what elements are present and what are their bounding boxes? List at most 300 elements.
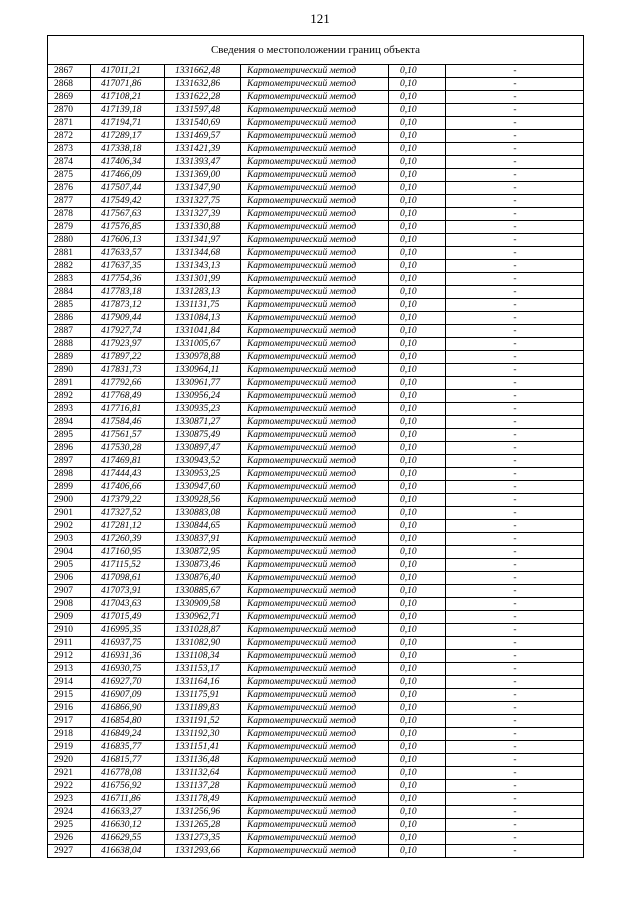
point-number-cell: 2901: [48, 507, 91, 520]
x-coordinate-cell: 417108,21: [91, 91, 165, 104]
x-coordinate-cell: 417637,35: [91, 260, 165, 273]
method-cell: Картометрический метод: [241, 715, 389, 728]
x-coordinate-cell: 417379,22: [91, 494, 165, 507]
method-cell: Картометрический метод: [241, 780, 389, 793]
point-number-cell: 2884: [48, 286, 91, 299]
method-cell: Картометрический метод: [241, 442, 389, 455]
method-cell: Картометрический метод: [241, 650, 389, 663]
y-coordinate-cell: 1331005,67: [165, 338, 241, 351]
x-coordinate-cell: 417873,12: [91, 299, 165, 312]
table-row: [48, 325, 584, 338]
accuracy-cell: 0,10: [389, 819, 446, 832]
x-coordinate-cell: 417768,49: [91, 390, 165, 403]
table-row: [48, 650, 584, 663]
method-cell: Картометрический метод: [241, 403, 389, 416]
x-coordinate-cell: 417716,81: [91, 403, 165, 416]
description-cell: -: [446, 195, 584, 208]
description-cell: -: [446, 208, 584, 221]
x-coordinate-cell: 416630,12: [91, 819, 165, 832]
accuracy-cell: 0,10: [389, 767, 446, 780]
point-number-cell: 2871: [48, 117, 91, 130]
y-coordinate-cell: 1331421,39: [165, 143, 241, 156]
accuracy-cell: 0,10: [389, 325, 446, 338]
description-cell: -: [446, 351, 584, 364]
accuracy-cell: 0,10: [389, 832, 446, 845]
table-row: [48, 273, 584, 286]
x-coordinate-cell: 417011,21: [91, 65, 165, 78]
method-cell: Картометрический метод: [241, 156, 389, 169]
table-row: [48, 611, 584, 624]
table-row: [48, 676, 584, 689]
point-number-cell: 2896: [48, 442, 91, 455]
x-coordinate-cell: 416756,92: [91, 780, 165, 793]
method-cell: Картометрический метод: [241, 273, 389, 286]
description-cell: -: [446, 78, 584, 91]
point-number-cell: 2895: [48, 429, 91, 442]
accuracy-cell: 0,10: [389, 299, 446, 312]
point-number-cell: 2893: [48, 403, 91, 416]
point-number-cell: 2919: [48, 741, 91, 754]
description-cell: -: [446, 650, 584, 663]
point-number-cell: 2875: [48, 169, 91, 182]
table-row: [48, 78, 584, 91]
table-row: [48, 741, 584, 754]
x-coordinate-cell: 417549,42: [91, 195, 165, 208]
table-row: [48, 728, 584, 741]
accuracy-cell: 0,10: [389, 338, 446, 351]
description-cell: -: [446, 663, 584, 676]
description-cell: -: [446, 741, 584, 754]
point-number-cell: 2925: [48, 819, 91, 832]
method-cell: Картометрический метод: [241, 78, 389, 91]
x-coordinate-cell: 416849,24: [91, 728, 165, 741]
description-cell: -: [446, 806, 584, 819]
x-coordinate-cell: 416711,86: [91, 793, 165, 806]
page-number: 121: [310, 11, 330, 26]
table-title: Сведения о местоположении границ объекта: [48, 36, 584, 65]
y-coordinate-cell: 1331347,90: [165, 182, 241, 195]
description-cell: -: [446, 767, 584, 780]
y-coordinate-cell: 1331084,13: [165, 312, 241, 325]
description-cell: -: [446, 780, 584, 793]
table-row: [48, 481, 584, 494]
y-coordinate-cell: 1331343,13: [165, 260, 241, 273]
accuracy-cell: 0,10: [389, 130, 446, 143]
point-number-cell: 2887: [48, 325, 91, 338]
description-cell: -: [446, 299, 584, 312]
point-number-cell: 2927: [48, 845, 91, 858]
accuracy-cell: 0,10: [389, 806, 446, 819]
method-cell: Картометрический метод: [241, 702, 389, 715]
table-row: [48, 338, 584, 351]
description-cell: -: [446, 429, 584, 442]
table-row: [48, 546, 584, 559]
method-cell: Картометрический метод: [241, 247, 389, 260]
method-cell: Картометрический метод: [241, 507, 389, 520]
accuracy-cell: 0,10: [389, 65, 446, 78]
accuracy-cell: 0,10: [389, 143, 446, 156]
method-cell: Картометрический метод: [241, 104, 389, 117]
y-coordinate-cell: 1330897,47: [165, 442, 241, 455]
x-coordinate-cell: 417327,52: [91, 507, 165, 520]
y-coordinate-cell: 1330875,49: [165, 429, 241, 442]
table-row: [48, 442, 584, 455]
table-row: [48, 533, 584, 546]
point-number-cell: 2873: [48, 143, 91, 156]
x-coordinate-cell: 417466,09: [91, 169, 165, 182]
method-cell: Картометрический метод: [241, 312, 389, 325]
x-coordinate-cell: 417792,66: [91, 377, 165, 390]
description-cell: -: [446, 559, 584, 572]
x-coordinate-cell: 417073,91: [91, 585, 165, 598]
x-coordinate-cell: 416638,04: [91, 845, 165, 858]
description-cell: -: [446, 442, 584, 455]
accuracy-cell: 0,10: [389, 585, 446, 598]
description-cell: -: [446, 533, 584, 546]
x-coordinate-cell: 416927,70: [91, 676, 165, 689]
description-cell: -: [446, 416, 584, 429]
x-coordinate-cell: 417406,66: [91, 481, 165, 494]
x-coordinate-cell: 417444,43: [91, 468, 165, 481]
accuracy-cell: 0,10: [389, 520, 446, 533]
point-number-cell: 2912: [48, 650, 91, 663]
accuracy-cell: 0,10: [389, 702, 446, 715]
description-cell: -: [446, 572, 584, 585]
accuracy-cell: 0,10: [389, 312, 446, 325]
method-cell: Картометрический метод: [241, 169, 389, 182]
y-coordinate-cell: 1331191,52: [165, 715, 241, 728]
description-cell: -: [446, 845, 584, 858]
table-row: [48, 260, 584, 273]
accuracy-cell: 0,10: [389, 572, 446, 585]
x-coordinate-cell: 416629,55: [91, 832, 165, 845]
description-cell: -: [446, 169, 584, 182]
point-number-cell: 2921: [48, 767, 91, 780]
x-coordinate-cell: 417561,57: [91, 429, 165, 442]
table-row: [48, 429, 584, 442]
table-row: [48, 598, 584, 611]
method-cell: Картометрический метод: [241, 832, 389, 845]
accuracy-cell: 0,10: [389, 156, 446, 169]
point-number-cell: 2904: [48, 546, 91, 559]
table-row: [48, 507, 584, 520]
table-row: [48, 624, 584, 637]
description-cell: -: [446, 481, 584, 494]
table-row: [48, 195, 584, 208]
description-cell: -: [446, 520, 584, 533]
x-coordinate-cell: 417098,61: [91, 572, 165, 585]
x-coordinate-cell: 416815,77: [91, 754, 165, 767]
method-cell: Картометрический метод: [241, 728, 389, 741]
table-row: [48, 169, 584, 182]
y-coordinate-cell: 1331108,34: [165, 650, 241, 663]
description-cell: -: [446, 364, 584, 377]
point-number-cell: 2880: [48, 234, 91, 247]
point-number-cell: 2914: [48, 676, 91, 689]
description-cell: -: [446, 91, 584, 104]
accuracy-cell: 0,10: [389, 429, 446, 442]
method-cell: Картометрический метод: [241, 455, 389, 468]
point-number-cell: 2911: [48, 637, 91, 650]
description-cell: -: [446, 65, 584, 78]
method-cell: Картометрический метод: [241, 390, 389, 403]
method-cell: Картометрический метод: [241, 767, 389, 780]
description-cell: -: [446, 390, 584, 403]
description-cell: -: [446, 494, 584, 507]
y-coordinate-cell: 1331369,00: [165, 169, 241, 182]
description-cell: -: [446, 312, 584, 325]
point-number-cell: 2894: [48, 416, 91, 429]
method-cell: Картометрический метод: [241, 143, 389, 156]
method-cell: Картометрический метод: [241, 845, 389, 858]
table-row: [48, 663, 584, 676]
x-coordinate-cell: 416835,77: [91, 741, 165, 754]
description-cell: -: [446, 715, 584, 728]
description-cell: -: [446, 676, 584, 689]
table-caption-row: [48, 36, 584, 65]
accuracy-cell: 0,10: [389, 169, 446, 182]
y-coordinate-cell: 1331393,47: [165, 156, 241, 169]
method-cell: Картометрический метод: [241, 117, 389, 130]
table-row: [48, 702, 584, 715]
description-cell: -: [446, 325, 584, 338]
table-row: [48, 182, 584, 195]
description-cell: -: [446, 754, 584, 767]
y-coordinate-cell: 1331164,16: [165, 676, 241, 689]
method-cell: Картометрический метод: [241, 676, 389, 689]
table-row: [48, 221, 584, 234]
point-number-cell: 2889: [48, 351, 91, 364]
x-coordinate-cell: 417071,86: [91, 78, 165, 91]
point-number-cell: 2867: [48, 65, 91, 78]
method-cell: Картометрический метод: [241, 299, 389, 312]
table-row: [48, 351, 584, 364]
x-coordinate-cell: 417289,17: [91, 130, 165, 143]
y-coordinate-cell: 1330844,65: [165, 520, 241, 533]
method-cell: Картометрический метод: [241, 663, 389, 676]
point-number-cell: 2870: [48, 104, 91, 117]
description-cell: -: [446, 104, 584, 117]
table-row: [48, 832, 584, 845]
table-row: [48, 91, 584, 104]
method-cell: Картометрический метод: [241, 559, 389, 572]
point-number-cell: 2905: [48, 559, 91, 572]
point-number-cell: 2879: [48, 221, 91, 234]
y-coordinate-cell: 1331540,69: [165, 117, 241, 130]
x-coordinate-cell: 417909,44: [91, 312, 165, 325]
y-coordinate-cell: 1330873,46: [165, 559, 241, 572]
point-number-cell: 2920: [48, 754, 91, 767]
table-row: [48, 455, 584, 468]
y-coordinate-cell: 1331293,66: [165, 845, 241, 858]
table-row: [48, 793, 584, 806]
description-cell: -: [446, 546, 584, 559]
y-coordinate-cell: 1330871,27: [165, 416, 241, 429]
point-number-cell: 2926: [48, 832, 91, 845]
x-coordinate-cell: 417160,95: [91, 546, 165, 559]
point-number-cell: 2903: [48, 533, 91, 546]
point-number-cell: 2906: [48, 572, 91, 585]
point-number-cell: 2886: [48, 312, 91, 325]
x-coordinate-cell: 417754,36: [91, 273, 165, 286]
point-number-cell: 2913: [48, 663, 91, 676]
description-cell: -: [446, 819, 584, 832]
table-row: [48, 286, 584, 299]
accuracy-cell: 0,10: [389, 533, 446, 546]
y-coordinate-cell: 1331632,86: [165, 78, 241, 91]
table-row: [48, 754, 584, 767]
table-row: [48, 819, 584, 832]
y-coordinate-cell: 1330956,24: [165, 390, 241, 403]
description-cell: -: [446, 832, 584, 845]
x-coordinate-cell: 417406,34: [91, 156, 165, 169]
table-row: [48, 234, 584, 247]
y-coordinate-cell: 1331327,39: [165, 208, 241, 221]
accuracy-cell: 0,10: [389, 676, 446, 689]
x-coordinate-cell: 417015,49: [91, 611, 165, 624]
point-number-cell: 2883: [48, 273, 91, 286]
point-number-cell: 2924: [48, 806, 91, 819]
y-coordinate-cell: 1331330,88: [165, 221, 241, 234]
boundary-coordinates-table: [47, 35, 584, 858]
table-row: [48, 416, 584, 429]
accuracy-cell: 0,10: [389, 78, 446, 91]
method-cell: Картометрический метод: [241, 520, 389, 533]
point-number-cell: 2891: [48, 377, 91, 390]
point-number-cell: 2868: [48, 78, 91, 91]
accuracy-cell: 0,10: [389, 273, 446, 286]
description-cell: -: [446, 247, 584, 260]
accuracy-cell: 0,10: [389, 494, 446, 507]
accuracy-cell: 0,10: [389, 442, 446, 455]
accuracy-cell: 0,10: [389, 793, 446, 806]
table-row: [48, 143, 584, 156]
x-coordinate-cell: 416930,75: [91, 663, 165, 676]
method-cell: Картометрический метод: [241, 624, 389, 637]
x-coordinate-cell: 416937,75: [91, 637, 165, 650]
method-cell: Картометрический метод: [241, 325, 389, 338]
point-number-cell: 2900: [48, 494, 91, 507]
description-cell: -: [446, 143, 584, 156]
method-cell: Картометрический метод: [241, 234, 389, 247]
table-row: [48, 312, 584, 325]
accuracy-cell: 0,10: [389, 559, 446, 572]
method-cell: Картометрический метод: [241, 208, 389, 221]
point-number-cell: 2922: [48, 780, 91, 793]
description-cell: -: [446, 234, 584, 247]
table-row: [48, 104, 584, 117]
point-number-cell: 2918: [48, 728, 91, 741]
point-number-cell: 2874: [48, 156, 91, 169]
accuracy-cell: 0,10: [389, 351, 446, 364]
point-number-cell: 2908: [48, 598, 91, 611]
x-coordinate-cell: 416995,35: [91, 624, 165, 637]
y-coordinate-cell: 1331153,17: [165, 663, 241, 676]
y-coordinate-cell: 1330872,95: [165, 546, 241, 559]
y-coordinate-cell: 1330909,58: [165, 598, 241, 611]
table-row: [48, 572, 584, 585]
method-cell: Картометрический метод: [241, 260, 389, 273]
x-coordinate-cell: 417194,71: [91, 117, 165, 130]
point-number-cell: 2877: [48, 195, 91, 208]
y-coordinate-cell: 1331137,28: [165, 780, 241, 793]
y-coordinate-cell: 1331136,48: [165, 754, 241, 767]
y-coordinate-cell: 1331301,99: [165, 273, 241, 286]
x-coordinate-cell: 416778,08: [91, 767, 165, 780]
accuracy-cell: 0,10: [389, 754, 446, 767]
y-coordinate-cell: 1330876,40: [165, 572, 241, 585]
y-coordinate-cell: 1330935,23: [165, 403, 241, 416]
accuracy-cell: 0,10: [389, 91, 446, 104]
accuracy-cell: 0,10: [389, 117, 446, 130]
accuracy-cell: 0,10: [389, 715, 446, 728]
method-cell: Картометрический метод: [241, 338, 389, 351]
y-coordinate-cell: 1330962,71: [165, 611, 241, 624]
method-cell: Картометрический метод: [241, 598, 389, 611]
table-row: [48, 585, 584, 598]
accuracy-cell: 0,10: [389, 260, 446, 273]
point-number-cell: 2917: [48, 715, 91, 728]
method-cell: Картометрический метод: [241, 585, 389, 598]
method-cell: Картометрический метод: [241, 195, 389, 208]
y-coordinate-cell: 1330837,91: [165, 533, 241, 546]
description-cell: -: [446, 182, 584, 195]
accuracy-cell: 0,10: [389, 507, 446, 520]
description-cell: -: [446, 403, 584, 416]
y-coordinate-cell: 1331344,68: [165, 247, 241, 260]
y-coordinate-cell: 1331192,30: [165, 728, 241, 741]
x-coordinate-cell: 417606,13: [91, 234, 165, 247]
x-coordinate-cell: 417584,46: [91, 416, 165, 429]
accuracy-cell: 0,10: [389, 364, 446, 377]
point-number-cell: 2890: [48, 364, 91, 377]
y-coordinate-cell: 1331131,75: [165, 299, 241, 312]
accuracy-cell: 0,10: [389, 728, 446, 741]
point-number-cell: 2923: [48, 793, 91, 806]
description-cell: -: [446, 611, 584, 624]
point-number-cell: 2916: [48, 702, 91, 715]
table-row: [48, 520, 584, 533]
y-coordinate-cell: 1331178,49: [165, 793, 241, 806]
y-coordinate-cell: 1331273,35: [165, 832, 241, 845]
accuracy-cell: 0,10: [389, 377, 446, 390]
y-coordinate-cell: 1330978,88: [165, 351, 241, 364]
point-number-cell: 2902: [48, 520, 91, 533]
x-coordinate-cell: 417923,97: [91, 338, 165, 351]
x-coordinate-cell: 416866,90: [91, 702, 165, 715]
point-number-cell: 2888: [48, 338, 91, 351]
method-cell: Картометрический метод: [241, 546, 389, 559]
table-row: [48, 637, 584, 650]
table-row: [48, 845, 584, 858]
y-coordinate-cell: 1331283,13: [165, 286, 241, 299]
point-number-cell: 2876: [48, 182, 91, 195]
x-coordinate-cell: 417576,85: [91, 221, 165, 234]
y-coordinate-cell: 1330883,08: [165, 507, 241, 520]
method-cell: Картометрический метод: [241, 377, 389, 390]
x-coordinate-cell: 417338,18: [91, 143, 165, 156]
table-row: [48, 130, 584, 143]
description-cell: -: [446, 455, 584, 468]
accuracy-cell: 0,10: [389, 611, 446, 624]
accuracy-cell: 0,10: [389, 637, 446, 650]
x-coordinate-cell: 416931,36: [91, 650, 165, 663]
y-coordinate-cell: 1330943,52: [165, 455, 241, 468]
y-coordinate-cell: 1331132,64: [165, 767, 241, 780]
method-cell: Картометрический метод: [241, 65, 389, 78]
description-cell: -: [446, 273, 584, 286]
table-row: [48, 247, 584, 260]
